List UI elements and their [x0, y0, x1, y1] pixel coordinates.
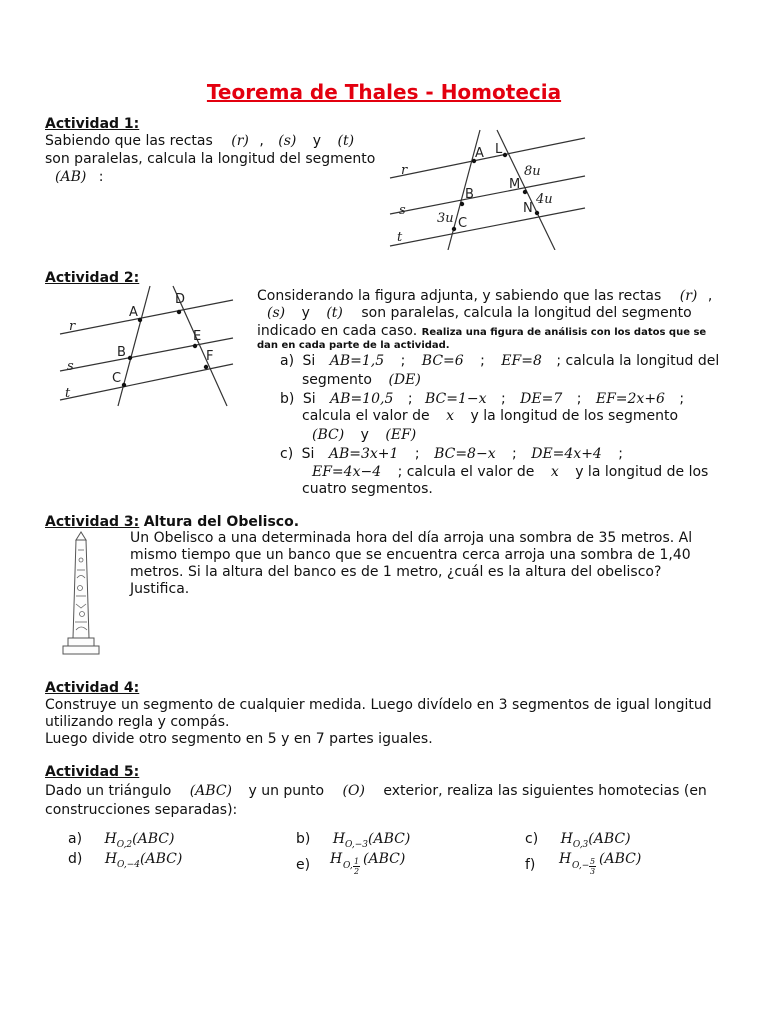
- homothety-d-label: d): [68, 851, 83, 867]
- act1-point-m: [523, 190, 527, 194]
- act5-abc: (ABC): [189, 783, 233, 799]
- act1-line-r: [390, 138, 585, 178]
- act1-label-t: t: [397, 230, 403, 245]
- act1-line-t: [390, 208, 585, 246]
- act2-r: (r): [679, 288, 698, 304]
- homothety-d-arg: (ABC): [140, 851, 183, 867]
- page-title: Teorema de Thales - Homotecia: [206, 80, 562, 104]
- act1-label-4u: 4u: [536, 192, 553, 207]
- act2-c-mid: ; calcula el valor de: [397, 464, 535, 480]
- homothety-d-sub: O,−4: [117, 859, 141, 870]
- act2-intro2: [267, 305, 692, 322]
- act2-a-tail: ; calcula la longitud del: [556, 353, 720, 369]
- act1-ab: (AB): [55, 169, 87, 185]
- act2-a-bc: BC=6: [421, 353, 464, 369]
- act2-intro3: [257, 323, 706, 340]
- act3-subheading: Altura del Obelisco.: [143, 514, 300, 530]
- act5-line1a: Dado un triángulo: [45, 783, 172, 799]
- act1-line-s: [390, 176, 585, 214]
- act1-figure: [385, 128, 590, 250]
- obelisk-illustration: [60, 530, 102, 658]
- homothety-f-den: 3: [590, 867, 596, 876]
- act1-label-l: L: [495, 142, 503, 157]
- act2-c-de: DE=4x+4: [531, 446, 602, 462]
- act2-b-bc: BC=1−x: [424, 391, 487, 407]
- act1-label-c: C: [458, 216, 468, 231]
- act1-line1-text: Sabiendo que las rectas: [45, 133, 213, 149]
- act2-label-t: t: [65, 386, 71, 401]
- act4-heading: Actividad 4:: [45, 680, 140, 696]
- act1-line1: [45, 133, 354, 150]
- act1-label-r: r: [401, 163, 408, 178]
- act2-label-s: s: [67, 359, 74, 374]
- act2-point-b: [128, 356, 132, 360]
- act1-transversal-2: [497, 130, 555, 250]
- homothety-a-label: a): [68, 831, 83, 847]
- act5-line1c: exterior, realiza las siguientes homotecias (en: [383, 783, 707, 799]
- act1-line2: son paralelas, calcula la longitud del segmento: [45, 151, 376, 167]
- act2-b-ab: AB=10,5: [330, 391, 394, 407]
- act1-point-n: [535, 211, 539, 215]
- act3-heading-row: [45, 514, 299, 531]
- act2-c-sep2: ;: [512, 446, 517, 462]
- act1-label-m: M: [509, 177, 521, 192]
- act2-b-ef: EF=2x+6: [595, 391, 665, 407]
- homothety-f-h: H: [559, 851, 572, 867]
- act1-comma: ,: [259, 133, 264, 149]
- act1-point-b: [460, 202, 464, 206]
- act2-figure: [55, 284, 235, 408]
- act2-label-f: F: [206, 349, 214, 364]
- act2-point-f: [204, 365, 208, 369]
- obelisk-pyramidion: [76, 532, 86, 540]
- act2-c-row2: [312, 464, 708, 481]
- act5-line1: [45, 783, 707, 800]
- act1-r: (r): [231, 133, 249, 149]
- act2-b-row1: [280, 391, 684, 408]
- act2-a-row1: [280, 353, 719, 370]
- act2-a-ab: AB=1,5: [329, 353, 385, 369]
- act2-label-b: B: [117, 345, 126, 360]
- obelisk-base-lower: [63, 646, 99, 654]
- act2-b-sep2: ;: [500, 391, 506, 407]
- homothety-c-h: H: [560, 831, 573, 847]
- act2-comma: ,: [707, 288, 713, 304]
- act2-a-row2: [302, 372, 421, 389]
- act2-a-de: (DE): [388, 372, 421, 388]
- homothety-a-arg: (ABC): [132, 831, 175, 847]
- act1-point-c: [452, 227, 456, 231]
- act3-line3: metros. Si la altura del banco es de 1 metro, ¿cuál es la altura del obelisco?: [130, 564, 662, 580]
- act2-b-y: y: [360, 427, 369, 443]
- act2-b-line2a: calcula el valor de: [302, 408, 430, 424]
- act2-y: y: [301, 305, 310, 321]
- homothety-c-arg: (ABC): [588, 831, 631, 847]
- act5-line1b: y un punto: [248, 783, 325, 799]
- act2-label-c: C: [112, 371, 122, 386]
- act1-point-l: [503, 153, 507, 157]
- act2-label-e: E: [193, 329, 202, 344]
- act2-point-a: [138, 318, 142, 322]
- act1-line3: [55, 169, 104, 186]
- act2-b-de: DE=7: [520, 391, 563, 407]
- act3-line4: Justifica.: [130, 581, 190, 597]
- homothety-f-num: 5: [590, 857, 596, 866]
- act2-c-label: c): [280, 446, 294, 462]
- act1-label-s: s: [399, 203, 406, 218]
- act2-a-si: Si: [302, 353, 316, 369]
- act2-note2: dan en cada parte de la actividad.: [257, 340, 450, 351]
- act2-b-row3: [312, 427, 416, 444]
- homothety-b-h: H: [332, 831, 346, 847]
- act2-b-sep3: ;: [576, 391, 582, 407]
- act2-note1: Realiza una figura de análisis con los datos que se: [421, 327, 707, 338]
- act2-b-line2b: y la longitud de los segmento: [470, 408, 679, 424]
- act1-heading: Actividad 1:: [45, 116, 140, 132]
- obelisk-base-upper: [68, 638, 94, 646]
- act2-c-tail: y la longitud de los: [575, 464, 709, 480]
- act2-intro1-text: Considerando la figura adjunta, y sabiendo que las rectas: [257, 288, 662, 304]
- act2-b-bc2: (BC): [312, 427, 345, 443]
- homothety-e-den: 2: [354, 867, 360, 876]
- homothety-f-arg: (ABC): [599, 851, 642, 867]
- homothety-c-sub: O,3: [572, 839, 589, 850]
- act2-s: (s): [267, 305, 286, 321]
- act2-c-x: x: [550, 464, 559, 480]
- homothety-d: [68, 851, 182, 874]
- act1-t: (t): [337, 133, 355, 149]
- act2-b-sep4: ;: [679, 391, 685, 407]
- act2-a-sep1: ;: [400, 353, 406, 369]
- act1-s: (s): [278, 133, 297, 149]
- act5-heading: Actividad 5:: [45, 764, 140, 780]
- act2-line-r: [60, 300, 233, 334]
- act2-point-d: [177, 310, 181, 314]
- act1-y: y: [312, 133, 322, 149]
- act2-label-r: r: [69, 319, 76, 334]
- act2-t: (t): [326, 305, 343, 321]
- act1-label-3u: 3u: [437, 211, 454, 226]
- act2-c-si: Si: [301, 446, 315, 462]
- act2-c-line3: cuatro segmentos.: [302, 481, 433, 497]
- homothety-e-arg: (ABC): [363, 851, 406, 867]
- act3-line1: Un Obelisco a una determinada hora del día arroja una sombra de 35 metros. Al: [130, 530, 693, 546]
- act2-c-bc: BC=8−x: [434, 446, 496, 462]
- homothety-c-label: c): [525, 831, 539, 847]
- act2-heading: Actividad 2:: [45, 270, 140, 286]
- homothety-f-label: f): [525, 857, 536, 873]
- act2-intro2-text: son paralelas, calcula la longitud del segmento: [361, 305, 692, 321]
- act2-intro1: [257, 288, 712, 305]
- homothety-a-sub: O,2: [116, 839, 133, 850]
- act1-colon: :: [98, 169, 104, 185]
- act5-o: (O): [342, 783, 365, 799]
- act2-a-ef: EF=8: [501, 353, 542, 369]
- homothety-b-label: b): [296, 831, 311, 847]
- act3-line2: mismo tiempo que un banco que se encuentra cerca arroja una sombra de 1,40: [130, 547, 691, 563]
- act2-b-row2: [302, 408, 678, 425]
- act2-a-label: a): [280, 353, 295, 369]
- act2-c-sep3: ;: [618, 446, 624, 462]
- homothety-e-sub: O,: [343, 861, 353, 871]
- act5-line2: construcciones separadas):: [45, 802, 238, 818]
- homothety-b-arg: (ABC): [368, 831, 411, 847]
- act1-label-n: N: [523, 201, 533, 216]
- act2-c-sep1: ;: [414, 446, 420, 462]
- act2-c-ef: EF=4x−4: [312, 464, 382, 480]
- act2-b-sep1: ;: [407, 391, 413, 407]
- act2-a-line2: segmento: [302, 372, 372, 388]
- act3-heading: Actividad 3:: [45, 514, 140, 530]
- act4-line1: Construye un segmento de cualquier medida. Luego divídelo en 3 segmentos de igual longitud: [45, 697, 712, 713]
- act4-line3: Luego divide otro segmento en 5 y en 7 partes iguales.: [45, 731, 433, 747]
- homothety-e-label: e): [296, 857, 311, 873]
- homothety-e-num: 1: [354, 857, 360, 866]
- homothety-d-h: H: [104, 851, 118, 867]
- homothety-e-h: H: [330, 851, 343, 867]
- act2-b-x: x: [446, 408, 454, 424]
- act2-a-sep2: ;: [480, 353, 485, 369]
- act2-point-c: [122, 383, 126, 387]
- act2-b-si: Si: [302, 391, 316, 407]
- act1-label-a: A: [475, 146, 484, 161]
- act2-label-d: D: [175, 292, 186, 307]
- act4-line2: utilizando regla y compás.: [45, 714, 230, 730]
- act2-line-t: [60, 364, 233, 400]
- homothety-b-sub: O,−3: [345, 839, 369, 850]
- act1-label-8u: 8u: [524, 164, 541, 179]
- homothety-f-sub: O,−: [572, 861, 590, 871]
- act2-point-e: [193, 344, 197, 348]
- act2-b-ef2: (EF): [385, 427, 417, 443]
- act1-label-b: B: [465, 187, 474, 202]
- obelisk-shaft: [73, 540, 89, 638]
- homothety-a-h: H: [104, 831, 117, 847]
- act2-label-a: A: [129, 305, 138, 320]
- act2-b-label: b): [280, 391, 295, 407]
- act2-intro3-text: indicado en cada caso.: [257, 323, 418, 339]
- act2-c-row1: [280, 446, 623, 463]
- act2-c-ab: AB=3x+1: [328, 446, 399, 462]
